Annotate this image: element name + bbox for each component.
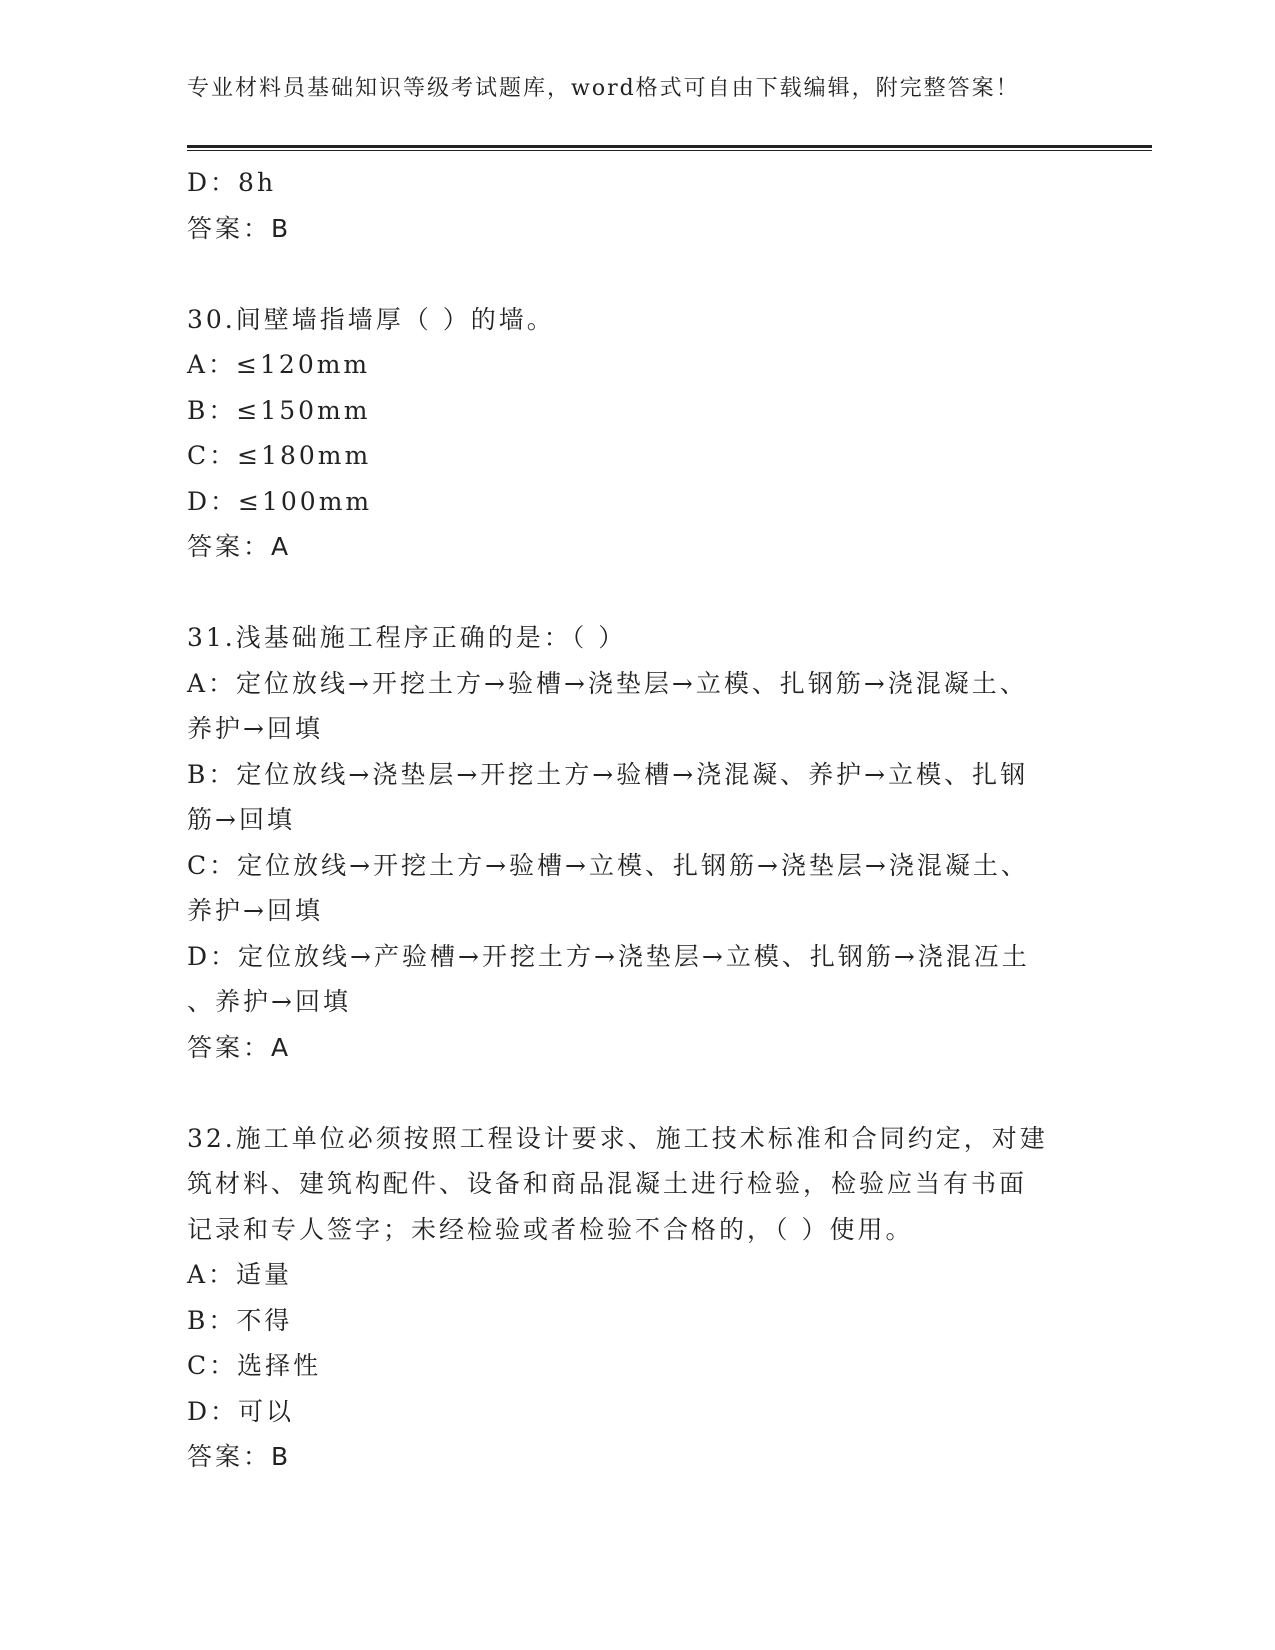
- text-line: B：≤150mm: [187, 395, 371, 425]
- text-line: 、养护→回填: [187, 987, 351, 1016]
- blank-spacer: [187, 570, 1077, 616]
- text-line: 筋→回填: [187, 805, 295, 834]
- text-line: A：定位放线→开挖土方→验槽→浇垫层→立模、扎钢筋→浇混凝土、: [187, 668, 1028, 698]
- blank-spacer: [187, 1070, 1077, 1116]
- text-line: D：可以: [187, 1396, 295, 1426]
- header-rule-thin: [187, 150, 1152, 151]
- question-content: [187, 160, 1077, 1480]
- text-line: B：不得: [187, 1305, 293, 1335]
- text-line: B：定位放线→浇垫层→开挖土方→验槽→浇混凝、养护→立模、扎钢: [187, 759, 1029, 789]
- text-line: 筑材料、建筑构配件、设备和商品混凝土进行检验，检验应当有书面: [187, 1169, 1028, 1198]
- page-header: 专业材料员基础知识等级考试题库，word格式可自由下载编辑，附完整答案！: [187, 76, 1020, 101]
- answer-line: 答案：A: [187, 1032, 292, 1062]
- text-line: 养护→回填: [187, 896, 323, 925]
- header-rule-thick: [187, 145, 1152, 148]
- text-line: D：定位放线→产验槽→开挖土方→浇垫层→立模、扎钢筋→浇混冱土: [187, 941, 1030, 971]
- answer-line: 答案：A: [187, 532, 292, 561]
- text-line: D：≤100mm: [187, 486, 373, 516]
- text-line: 记录和专人签字；未经检验或者检验不合格的，（ ）使用。: [187, 1214, 914, 1244]
- text-line: 31.浅基础施工程序正确的是：（ ）: [187, 623, 627, 652]
- answer-line: 答案：B: [187, 213, 292, 243]
- text-line: C：选择性: [187, 1351, 322, 1380]
- text-line: A：≤120mm: [187, 350, 371, 379]
- answer-line: 答案：B: [187, 1442, 292, 1471]
- text-line: 养护→回填: [187, 714, 323, 743]
- text-line: 32.施工单位必须按照工程设计要求、施工技术标准和合同约定，对建: [187, 1123, 1048, 1153]
- text-line: C：定位放线→开挖土方→验槽→立模、扎钢筋→浇垫层→浇混凝土、: [187, 850, 1029, 880]
- text-line: 30.间壁墙指墙厚（ ）的墙。: [187, 304, 555, 334]
- text-line: A：适量: [187, 1260, 293, 1289]
- text-line: C：≤180mm: [187, 441, 372, 470]
- blank-spacer: [187, 251, 1077, 297]
- text-line: D：8h: [187, 168, 277, 197]
